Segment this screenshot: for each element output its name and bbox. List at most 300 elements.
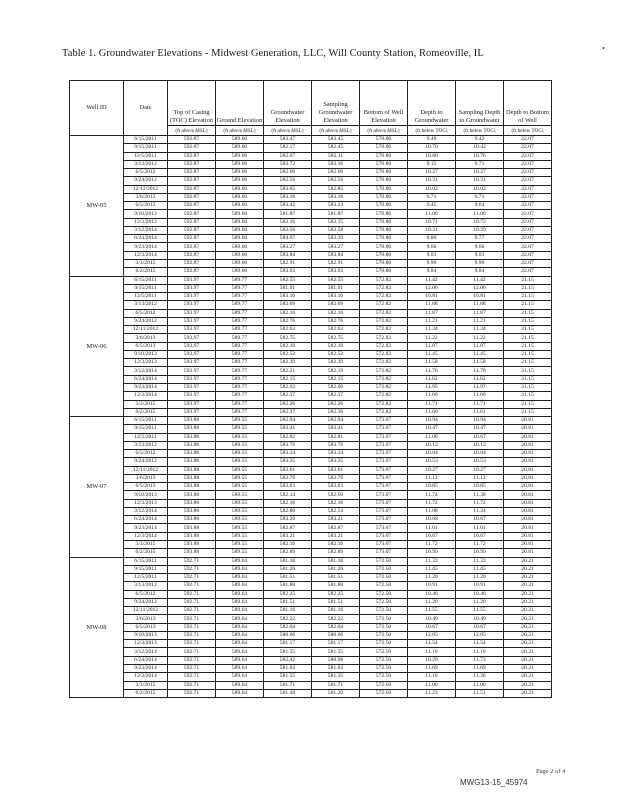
value-cell: 11.60: [408, 392, 456, 400]
value-cell: 10.49: [408, 615, 456, 623]
value-cell: 20.21: [504, 656, 552, 664]
value-cell: 20.21: [504, 623, 552, 631]
value-cell: 593.97: [168, 342, 216, 350]
value-cell: 589.64: [216, 648, 264, 656]
value-cell: 20.21: [504, 582, 552, 590]
value-cell: 582.15: [312, 218, 360, 226]
table-row: [70, 689, 552, 697]
value-cell: 572.82: [360, 301, 408, 309]
value-cell: 589.60: [216, 235, 264, 243]
value-cell: 11.00: [456, 681, 504, 689]
date-cell: 3/6/2013: [124, 334, 168, 342]
column-header: Date: [124, 81, 168, 136]
value-cell: 572.50: [360, 665, 408, 673]
table-row: [70, 301, 552, 309]
value-cell: 20.81: [504, 458, 552, 466]
value-cell: 11.87: [408, 309, 456, 317]
date-cell: 9/15/2011: [124, 284, 168, 292]
date-cell: 3/3/2015: [124, 681, 168, 689]
value-cell: 11.36: [456, 673, 504, 681]
value-cell: 582.50: [312, 491, 360, 499]
unit-label: (ft above MSL): [168, 126, 216, 136]
value-cell: 573.07: [360, 516, 408, 524]
value-cell: 572.50: [360, 656, 408, 664]
date-cell: 3/3/2015: [124, 400, 168, 408]
value-cell: 11.33: [456, 557, 504, 565]
value-cell: 592.71: [168, 565, 216, 573]
value-cell: 9.84: [408, 268, 456, 276]
value-cell: 11.45: [456, 350, 504, 358]
table-body: [70, 136, 552, 698]
value-cell: 572.50: [360, 598, 408, 606]
value-cell: 581.17: [264, 640, 312, 648]
corner-mark: •: [602, 44, 605, 53]
value-cell: 9.96: [408, 259, 456, 267]
value-cell: 589.64: [216, 557, 264, 565]
value-cell: 20.81: [504, 417, 552, 425]
date-cell: 12/5/2011: [124, 152, 168, 160]
value-cell: 589.77: [216, 350, 264, 358]
value-cell: 10.02: [408, 185, 456, 193]
value-cell: 583.23: [312, 202, 360, 210]
table-row: [70, 425, 552, 433]
table-row: [70, 235, 552, 243]
value-cell: 581.17: [312, 640, 360, 648]
value-cell: 573.07: [360, 450, 408, 458]
value-cell: 581.91: [312, 284, 360, 292]
value-cell: 572.50: [360, 640, 408, 648]
value-cell: 9.60: [456, 243, 504, 251]
value-cell: 11.54: [408, 640, 456, 648]
date-cell: 6/5/2012: [124, 450, 168, 458]
value-cell: 582.60: [264, 169, 312, 177]
table-row: [70, 532, 552, 540]
table-row: [70, 218, 552, 226]
value-cell: 589.60: [216, 210, 264, 218]
value-cell: 582.17: [264, 144, 312, 152]
column-header: Depth to Groundwater: [408, 81, 456, 126]
value-cell: 10.42: [456, 144, 504, 152]
value-cell: 581.48: [264, 689, 312, 697]
value-cell: 589.77: [216, 392, 264, 400]
value-cell: 589.77: [216, 276, 264, 284]
value-cell: 572.82: [360, 392, 408, 400]
value-cell: 573.07: [360, 441, 408, 449]
value-cell: 582.87: [264, 524, 312, 532]
value-cell: 572.82: [360, 375, 408, 383]
value-cell: 583.47: [264, 136, 312, 144]
value-cell: 20.21: [504, 640, 552, 648]
value-cell: 582.63: [312, 326, 360, 334]
table-row: [70, 383, 552, 391]
value-cell: 589.77: [216, 317, 264, 325]
value-cell: 582.80: [264, 507, 312, 515]
table-row: [70, 673, 552, 681]
date-cell: 3/13/2012: [124, 301, 168, 309]
value-cell: 22.07: [504, 218, 552, 226]
table-row: [70, 656, 552, 664]
value-cell: 572.82: [360, 359, 408, 367]
value-cell: 582.56: [264, 177, 312, 185]
table-row: [70, 648, 552, 656]
table-row: [70, 276, 552, 284]
value-cell: 582.36: [312, 408, 360, 416]
table-row: [70, 293, 552, 301]
value-cell: 10.53: [456, 458, 504, 466]
value-cell: 10.68: [408, 516, 456, 524]
value-cell: 10.53: [408, 458, 456, 466]
unit-label: (ft below TOC): [456, 126, 504, 136]
value-cell: 10.29: [456, 226, 504, 234]
value-cell: 582.09: [312, 301, 360, 309]
date-cell: 12/5/2011: [124, 433, 168, 441]
value-cell: 22.07: [504, 210, 552, 218]
value-cell: 9.03: [456, 251, 504, 259]
value-cell: 22.07: [504, 177, 552, 185]
value-cell: 21.15: [504, 342, 552, 350]
value-cell: 589.55: [216, 433, 264, 441]
date-cell: 12/3/2014: [124, 251, 168, 259]
value-cell: 582.09: [264, 301, 312, 309]
value-cell: 581.87: [264, 210, 312, 218]
value-cell: 572.82: [360, 400, 408, 408]
value-cell: 570.80: [360, 169, 408, 177]
value-cell: 582.15: [264, 375, 312, 383]
value-cell: 10.71: [408, 218, 456, 226]
value-cell: 589.55: [216, 450, 264, 458]
value-cell: 11.72: [456, 499, 504, 507]
value-cell: 592.71: [168, 590, 216, 598]
value-cell: 10.85: [408, 483, 456, 491]
value-cell: 582.25: [312, 590, 360, 598]
value-cell: 592.71: [168, 623, 216, 631]
date-cell: 3/13/2012: [124, 441, 168, 449]
value-cell: 589.60: [216, 202, 264, 210]
value-cell: 593.88: [168, 417, 216, 425]
value-cell: 570.80: [360, 202, 408, 210]
value-cell: 570.80: [360, 251, 408, 259]
value-cell: 10.67: [456, 623, 504, 631]
value-cell: 11.45: [456, 565, 504, 573]
value-cell: 20.81: [504, 549, 552, 557]
value-cell: 22.07: [504, 202, 552, 210]
value-cell: 20.21: [504, 648, 552, 656]
date-cell: 12/5/2011: [124, 574, 168, 582]
value-cell: 583.41: [264, 425, 312, 433]
value-cell: 593.97: [168, 392, 216, 400]
value-cell: 11.42: [456, 276, 504, 284]
table-row: [70, 623, 552, 631]
table-row: [70, 565, 552, 573]
date-cell: 12/11/2012: [124, 607, 168, 615]
value-cell: 10.47: [408, 425, 456, 433]
value-cell: 582.87: [312, 524, 360, 532]
value-cell: 22.07: [504, 193, 552, 201]
table-row: [70, 400, 552, 408]
table-row: [70, 557, 552, 565]
table-row: [70, 334, 552, 342]
value-cell: 581.38: [264, 557, 312, 565]
value-cell: 589.55: [216, 441, 264, 449]
value-cell: 589.64: [216, 565, 264, 573]
date-cell: 12/3/2013: [124, 640, 168, 648]
value-cell: 589.64: [216, 673, 264, 681]
value-cell: 592.71: [168, 557, 216, 565]
date-cell: 3/12/2014: [124, 648, 168, 656]
value-cell: 11.60: [408, 408, 456, 416]
value-cell: 20.81: [504, 491, 552, 499]
value-cell: 21.15: [504, 383, 552, 391]
value-cell: 589.77: [216, 342, 264, 350]
table-row: [70, 375, 552, 383]
value-cell: 589.55: [216, 458, 264, 466]
value-cell: 11.34: [456, 326, 504, 334]
date-cell: 9/10/2013: [124, 491, 168, 499]
value-cell: 10.49: [456, 615, 504, 623]
value-cell: 11.00: [408, 681, 456, 689]
value-cell: 572.82: [360, 326, 408, 334]
date-cell: 9/24/2012: [124, 317, 168, 325]
value-cell: 592.71: [168, 631, 216, 639]
value-cell: 11.97: [456, 383, 504, 391]
value-cell: 21.15: [504, 350, 552, 358]
value-cell: 592.87: [168, 218, 216, 226]
value-cell: 572.82: [360, 383, 408, 391]
value-cell: 583.03: [264, 483, 312, 491]
value-cell: 572.82: [360, 342, 408, 350]
value-cell: 593.97: [168, 367, 216, 375]
value-cell: 9.60: [408, 243, 456, 251]
value-cell: 589.55: [216, 532, 264, 540]
value-cell: 582.94: [312, 417, 360, 425]
value-cell: 583.03: [312, 483, 360, 491]
value-cell: 581.51: [312, 598, 360, 606]
date-cell: 9/24/2012: [124, 177, 168, 185]
value-cell: 11.34: [456, 507, 504, 515]
date-cell: 6/24/2014: [124, 516, 168, 524]
value-cell: 589.60: [216, 152, 264, 160]
date-cell: 12/3/2013: [124, 218, 168, 226]
value-cell: 589.55: [216, 466, 264, 474]
value-cell: 589.64: [216, 607, 264, 615]
value-cell: 593.88: [168, 499, 216, 507]
date-cell: 6/2/2015: [124, 549, 168, 557]
value-cell: 582.19: [312, 367, 360, 375]
value-cell: 583.21: [264, 532, 312, 540]
table-row: [70, 681, 552, 689]
value-cell: 10.12: [456, 441, 504, 449]
value-cell: 12.06: [456, 284, 504, 292]
value-cell: 572.50: [360, 590, 408, 598]
groundwater-table: [69, 80, 552, 698]
value-cell: 22.07: [504, 235, 552, 243]
value-cell: 582.37: [312, 392, 360, 400]
value-cell: 583.03: [264, 268, 312, 276]
date-cell: 12/3/2013: [124, 359, 168, 367]
value-cell: 592.87: [168, 202, 216, 210]
value-cell: 22.07: [504, 152, 552, 160]
value-cell: 20.21: [504, 598, 552, 606]
value-cell: 11.54: [456, 640, 504, 648]
value-cell: 582.76: [264, 474, 312, 482]
value-cell: 593.97: [168, 359, 216, 367]
table-row: [70, 458, 552, 466]
value-cell: 582.85: [312, 185, 360, 193]
table-row: [70, 598, 552, 606]
unit-label: (ft above MSL): [264, 126, 312, 136]
value-cell: 582.60: [312, 169, 360, 177]
value-cell: 592.87: [168, 177, 216, 185]
value-cell: 10.81: [408, 293, 456, 301]
value-cell: 582.14: [264, 491, 312, 499]
table-row: [70, 499, 552, 507]
value-cell: 589.55: [216, 417, 264, 425]
value-cell: 583.41: [312, 425, 360, 433]
value-cell: 583.35: [312, 458, 360, 466]
value-cell: 593.97: [168, 293, 216, 301]
unit-label: (ft above MSL): [216, 126, 264, 136]
table-row: [70, 350, 552, 358]
value-cell: 570.80: [360, 235, 408, 243]
value-cell: 593.97: [168, 284, 216, 292]
value-cell: 10.67: [456, 516, 504, 524]
value-cell: 582.00: [312, 383, 360, 391]
well-id-cell: MW-05: [70, 136, 124, 277]
value-cell: 593.88: [168, 466, 216, 474]
value-cell: 570.80: [360, 185, 408, 193]
value-cell: 582.75: [264, 334, 312, 342]
value-cell: 573.07: [360, 433, 408, 441]
table-row: [70, 202, 552, 210]
value-cell: 11.20: [408, 574, 456, 582]
well-id-cell: MW-06: [70, 276, 124, 417]
value-cell: 582.82: [264, 433, 312, 441]
column-header: Well ID: [70, 81, 124, 136]
date-cell: 3/12/2014: [124, 367, 168, 375]
value-cell: 11.20: [456, 598, 504, 606]
value-cell: 582.89: [312, 549, 360, 557]
value-cell: 583.03: [312, 268, 360, 276]
value-cell: 581.71: [264, 681, 312, 689]
date-cell: 6/15/2011: [124, 276, 168, 284]
unit-label: (ft above MSL): [312, 126, 360, 136]
value-cell: 583.16: [312, 293, 360, 301]
value-cell: 21.15: [504, 317, 552, 325]
value-cell: 581.02: [264, 665, 312, 673]
date-cell: 3/3/2015: [124, 259, 168, 267]
unit-label: (ft below TOC): [408, 126, 456, 136]
value-cell: 592.71: [168, 681, 216, 689]
value-cell: 11.16: [408, 673, 456, 681]
value-cell: 589.60: [216, 226, 264, 234]
value-cell: 581.02: [312, 665, 360, 673]
value-cell: 592.71: [168, 607, 216, 615]
value-cell: 583.16: [312, 193, 360, 201]
table-row: [70, 152, 552, 160]
value-cell: 589.55: [216, 425, 264, 433]
value-cell: 580.66: [312, 631, 360, 639]
value-cell: 21.15: [504, 334, 552, 342]
date-cell: 6/24/2014: [124, 375, 168, 383]
value-cell: 20.81: [504, 483, 552, 491]
table-row: [70, 549, 552, 557]
value-cell: 582.76: [312, 317, 360, 325]
value-cell: 570.80: [360, 268, 408, 276]
value-cell: 10.99: [456, 549, 504, 557]
value-cell: 572.50: [360, 631, 408, 639]
table-row: [70, 284, 552, 292]
value-cell: 11.12: [456, 474, 504, 482]
value-cell: 10.67: [408, 623, 456, 631]
value-cell: 583.84: [312, 251, 360, 259]
date-cell: 9/23/2014: [124, 383, 168, 391]
value-cell: 582.22: [312, 615, 360, 623]
value-cell: 570.80: [360, 152, 408, 160]
value-cell: 582.42: [264, 656, 312, 664]
value-cell: 592.87: [168, 136, 216, 144]
value-cell: 589.64: [216, 615, 264, 623]
value-cell: 593.88: [168, 474, 216, 482]
value-cell: 21.15: [504, 408, 552, 416]
value-cell: 583.16: [264, 293, 312, 301]
value-cell: 20.21: [504, 665, 552, 673]
value-cell: 589.60: [216, 169, 264, 177]
unit-label: (ft above MSL): [360, 126, 408, 136]
value-cell: 589.77: [216, 309, 264, 317]
value-cell: 583.72: [264, 160, 312, 168]
table-row: [70, 342, 552, 350]
value-cell: 20.81: [504, 516, 552, 524]
value-cell: 582.76: [264, 317, 312, 325]
value-cell: 572.82: [360, 276, 408, 284]
value-cell: 581.87: [312, 210, 360, 218]
value-cell: 11.73: [456, 656, 504, 664]
value-cell: 592.71: [168, 673, 216, 681]
value-cell: 573.07: [360, 541, 408, 549]
table-row: [70, 474, 552, 482]
value-cell: 582.37: [264, 392, 312, 400]
value-cell: 593.88: [168, 549, 216, 557]
value-cell: 581.55: [264, 648, 312, 656]
value-cell: 593.97: [168, 383, 216, 391]
value-cell: 570.80: [360, 259, 408, 267]
value-cell: 593.97: [168, 317, 216, 325]
value-cell: 11.08: [408, 507, 456, 515]
value-cell: 572.50: [360, 565, 408, 573]
value-cell: 10.67: [456, 532, 504, 540]
table-row: [70, 210, 552, 218]
value-cell: 582.04: [312, 623, 360, 631]
date-cell: 9/23/2014: [124, 243, 168, 251]
date-cell: 6/2/2015: [124, 689, 168, 697]
value-cell: 582.16: [264, 499, 312, 507]
value-cell: 593.88: [168, 433, 216, 441]
value-cell: 582.04: [264, 623, 312, 631]
date-cell: 9/10/2013: [124, 210, 168, 218]
value-cell: 570.80: [360, 210, 408, 218]
value-cell: 12.05: [456, 631, 504, 639]
column-header: Sampling Groundwater Elevation: [312, 81, 360, 126]
value-cell: 582.54: [312, 507, 360, 515]
date-cell: 9/23/2014: [124, 665, 168, 673]
value-cell: 582.89: [264, 549, 312, 557]
date-cell: 12/3/2014: [124, 532, 168, 540]
value-cell: 20.21: [504, 681, 552, 689]
value-cell: 11.95: [408, 383, 456, 391]
value-cell: 593.97: [168, 408, 216, 416]
value-cell: 589.77: [216, 334, 264, 342]
table-row: [70, 185, 552, 193]
